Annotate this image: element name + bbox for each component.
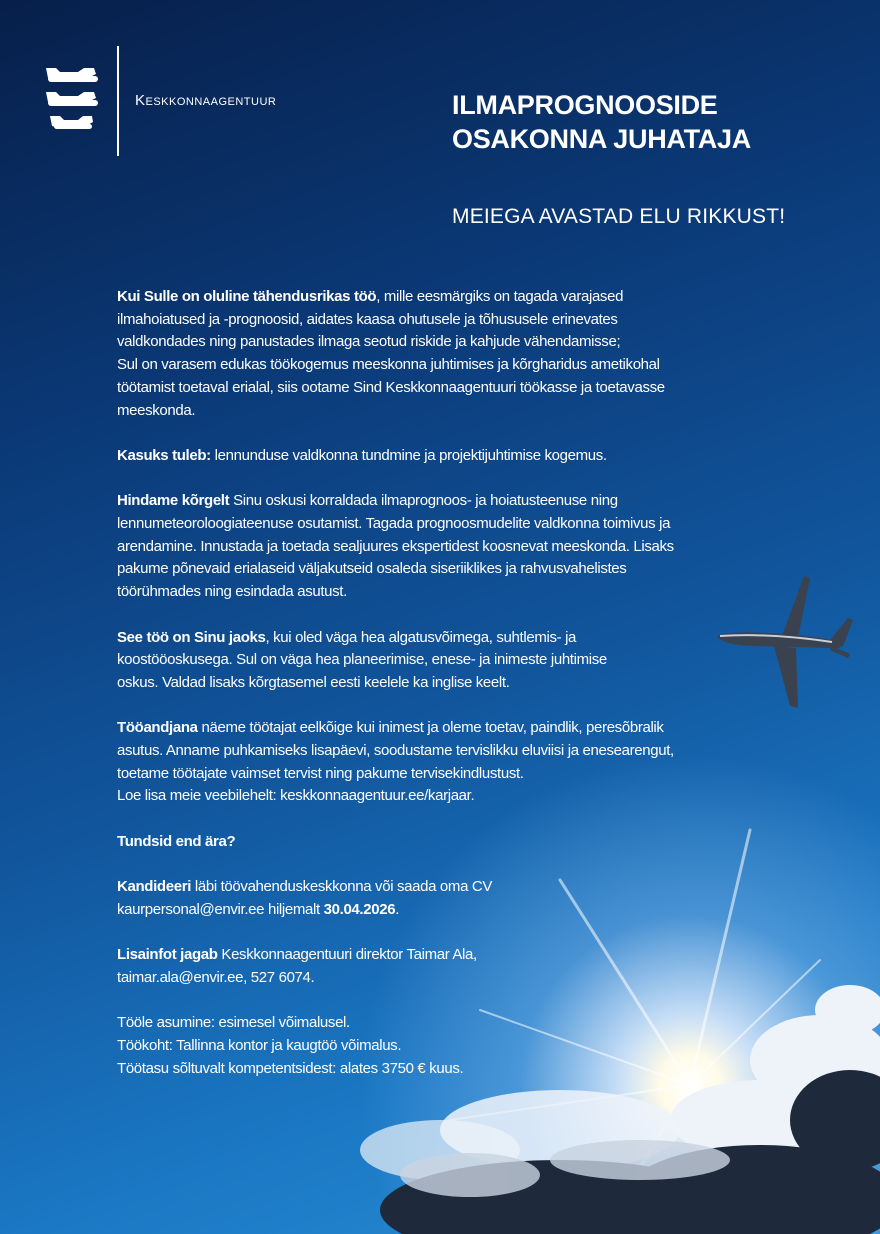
text-line xyxy=(117,581,674,604)
text-line xyxy=(117,831,674,854)
text-line xyxy=(117,899,674,922)
text: asutus. Anname puhkamiseks lisapäevi, soodustame tervislikku eluviisi ja enesearengut, xyxy=(117,742,674,759)
bold-text: See töö on Sinu jaoks xyxy=(117,628,266,646)
paragraph xyxy=(117,286,674,422)
text-line xyxy=(117,1012,674,1035)
text-line xyxy=(117,286,674,309)
text: pakume põnevaid erialaseid väljakutseid osaleda siseriiklikes ja rahvusvahelistes xyxy=(117,560,627,578)
text-line xyxy=(117,649,674,672)
text-line xyxy=(117,876,674,899)
paragraph xyxy=(117,831,674,854)
text: Töökoht: Tallinna kontor ja kaugtöö võimalus. xyxy=(117,1037,402,1055)
logo-divider xyxy=(117,46,119,156)
text: töörühmades ning esindada asutust. xyxy=(117,583,347,601)
text: lennumeteoroloogiateenuse osutamist. Tagada prognoosmudelite valdkonna toimivus ja xyxy=(117,515,671,532)
bold-text: Kui Sulle on oluline tähendusrikas töö xyxy=(117,288,377,305)
bold-text: Tundsid end ära? xyxy=(117,832,236,850)
tagline: MEIEGA AVASTAD ELU RIKKUST! xyxy=(452,205,786,228)
bold-text: Hindame kõrgelt xyxy=(117,492,230,510)
text-line xyxy=(117,490,674,513)
text: toetame töötajate vaimset tervist ning pakume tervisekindlustust. xyxy=(117,764,524,782)
text: koostööoskusega. Sul on väga hea planeerimise, enese- ja inimeste juhtimise xyxy=(117,651,607,669)
text: . xyxy=(395,900,400,918)
text-line xyxy=(117,400,674,423)
text-line xyxy=(117,1035,674,1058)
paragraph xyxy=(117,876,674,921)
bold-text: Tööandjana xyxy=(117,719,198,737)
text: oskus. Valdad lisaks kõrgtasemel eesti keelele ka inglise keelt. xyxy=(117,673,510,691)
paragraph xyxy=(117,490,674,604)
text-line xyxy=(117,354,674,377)
text: töötamist toetaval erialal, siis ootame Sind Keskkonnaagentuuri töökasse ja toetavasse xyxy=(117,378,665,396)
text: Sinu oskusi korraldada ilmaprognoos- ja hoiatusteenuse ning xyxy=(229,492,618,510)
title-line: OSAKONNA JUHATAJA xyxy=(452,124,751,154)
text-line xyxy=(117,331,674,354)
text-line xyxy=(117,785,674,808)
bold-text: Kasuks tuleb: xyxy=(117,446,211,464)
job-description xyxy=(117,286,674,1103)
text-line xyxy=(117,558,674,581)
title-line: ILMAPROGNOOSIDE xyxy=(452,90,718,120)
airplane-icon xyxy=(712,570,857,715)
text: taimar.ala@envir.ee, 527 6074. xyxy=(117,968,315,986)
paragraph xyxy=(117,1012,674,1080)
text: Keskkonnaagentuuri direktor Taimar Ala, xyxy=(217,946,477,964)
text-line xyxy=(117,445,674,468)
text-line xyxy=(117,536,674,559)
paragraph xyxy=(117,445,674,468)
text-line xyxy=(117,627,674,650)
bold-text: 30.04.2026 xyxy=(323,900,396,918)
text-line xyxy=(117,377,674,400)
text-line xyxy=(117,513,674,536)
page-title xyxy=(452,88,751,156)
text-line xyxy=(117,967,674,990)
bold-text: Kandideeri xyxy=(117,878,192,896)
bold-text: Lisainfot jagab xyxy=(117,946,218,964)
text: arendamine. Innustada ja toetada sealjuures ekspertidest koosnevat meeskonda. Lisaks xyxy=(117,537,674,555)
text-line xyxy=(117,672,674,695)
text: , kui oled väga hea algatusvõimega, suhtlemis- ja xyxy=(265,628,577,646)
paragraph xyxy=(117,627,674,695)
text: Tööle asumine: esimesel võimalusel. xyxy=(117,1014,350,1032)
brand-name: Keskkonnaagentuur xyxy=(135,92,277,109)
text-line xyxy=(117,1058,674,1081)
text-line xyxy=(117,309,674,332)
text: Loe lisa meie veebilehelt: keskkonnaagentuur.ee/karjaar. xyxy=(117,787,475,805)
text: näeme töötajat eelkõige kui inimest ja oleme toetav, paindlik, peresõbralik xyxy=(197,719,664,737)
text-line xyxy=(117,717,674,740)
estonian-coat-of-arms-icon xyxy=(42,62,104,138)
text-line xyxy=(117,763,674,786)
text-line xyxy=(117,740,674,763)
text: , mille eesmärgiks on tagada varajased xyxy=(376,288,624,305)
text: Sul on varasem edukas töökogemus meeskonna juhtimises ja kõrgharidus ametikohal xyxy=(117,356,660,374)
paragraph xyxy=(117,944,674,989)
text: ilmahoiatused ja -prognoosid, aidates kaasa ohutusele ja tõhususele erinevates xyxy=(117,310,618,328)
text-line xyxy=(117,944,674,967)
text: Töötasu sõltuvalt kompetentsidest: alates 3750 € kuus. xyxy=(117,1059,464,1077)
text: meeskonda. xyxy=(117,401,196,419)
text: kaurpersonal@envir.ee hiljemalt xyxy=(117,900,324,918)
text: lennunduse valdkonna tundmine ja projektijuhtimise kogemus. xyxy=(210,446,607,464)
paragraph xyxy=(117,717,674,808)
text: valdkondades ning panustades ilmaga seotud riskide ja kahjude vähendamisse; xyxy=(117,333,621,351)
text: läbi töövahenduskeskkonna või saada oma CV xyxy=(191,878,493,896)
